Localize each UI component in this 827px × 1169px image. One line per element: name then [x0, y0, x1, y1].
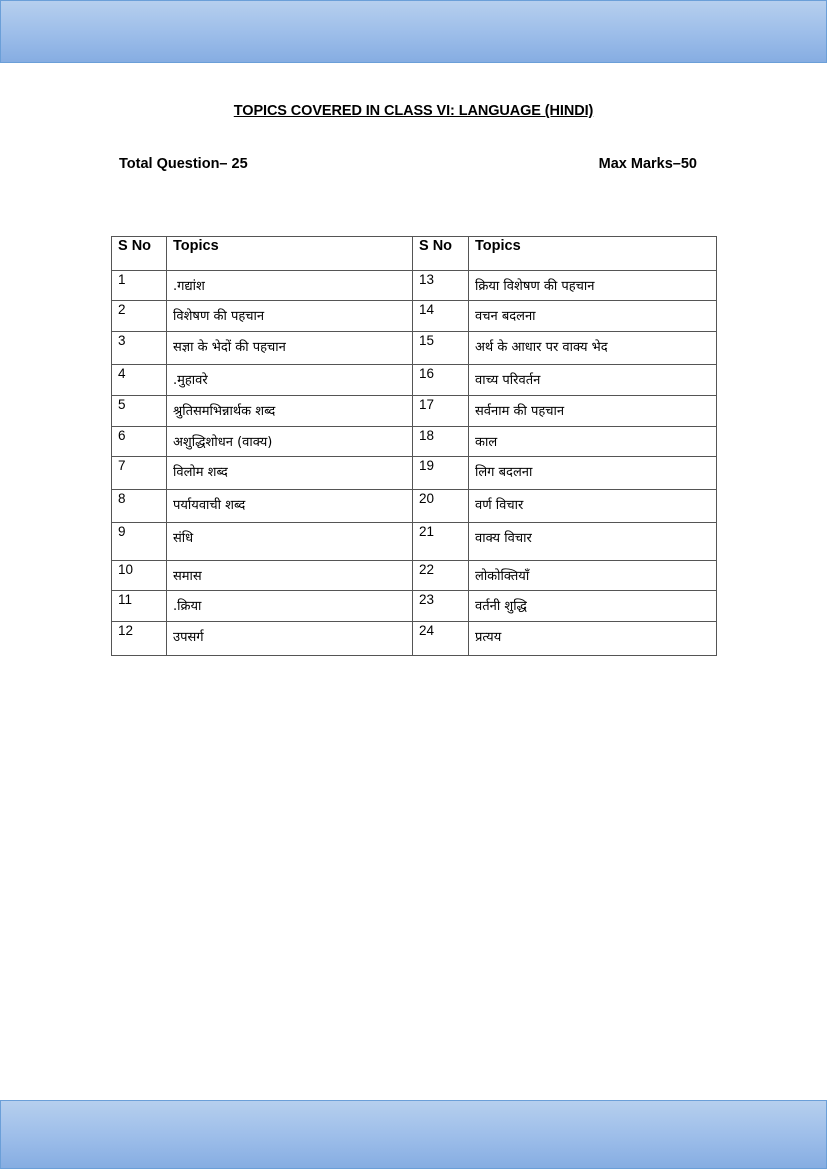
- table-row: [112, 396, 717, 427]
- header-topics-right: Topics: [469, 237, 717, 271]
- row-number-right: 24: [413, 622, 469, 656]
- table-row: [112, 427, 717, 457]
- row-topic-right: वर्ण विचार: [469, 490, 717, 523]
- row-number-left: 10: [112, 561, 167, 591]
- table-row: [112, 561, 717, 591]
- table-row: [112, 271, 717, 301]
- row-number-right: 17: [413, 396, 469, 427]
- topics-table: [111, 236, 717, 656]
- page-title: TOPICS COVERED IN CLASS VI: LANGUAGE (HINDI): [233, 103, 594, 119]
- row-number-left: 12: [112, 622, 167, 656]
- table-row: [112, 622, 717, 656]
- row-topic-right: लोकोक्तियाँ: [469, 561, 717, 591]
- row-topic-right: प्रत्यय: [469, 622, 717, 656]
- table-header-row: [112, 237, 717, 271]
- row-topic-left: समास: [167, 561, 413, 591]
- row-number-right: 23: [413, 591, 469, 622]
- top-decorative-band: [0, 0, 827, 63]
- row-number-right: 20: [413, 490, 469, 523]
- row-topic-left: अशुद्धिशोधन (वाक्य): [167, 427, 413, 457]
- row-number-left: 1: [112, 271, 167, 301]
- row-number-left: 2: [112, 301, 167, 332]
- row-topic-right: लिग बदलना: [469, 457, 717, 490]
- row-topic-left: विशेषण की पहचान: [167, 301, 413, 332]
- row-number-left: 6: [112, 427, 167, 457]
- table-row: [112, 490, 717, 523]
- table-row: [112, 332, 717, 365]
- row-number-left: 8: [112, 490, 167, 523]
- row-topic-left: श्रुतिसमभिन्नार्थक शब्द: [167, 396, 413, 427]
- row-topic-right: काल: [469, 427, 717, 457]
- row-topic-left: .क्रिया: [167, 591, 413, 622]
- table-row: [112, 457, 717, 490]
- row-topic-left: .मुहावरे: [167, 365, 413, 396]
- row-topic-left: संधि: [167, 523, 413, 561]
- row-topic-right: वर्तनी शुद्धि: [469, 591, 717, 622]
- row-topic-right: क्रिया विशेषण की पहचान: [469, 271, 717, 301]
- header-topics-left: Topics: [167, 237, 413, 271]
- row-number-left: 9: [112, 523, 167, 561]
- row-topic-right: सर्वनाम की पहचान: [469, 396, 717, 427]
- row-topic-left: सज्ञा के भेदों की पहचान: [167, 332, 413, 365]
- max-marks: Max Marks–50: [598, 156, 697, 172]
- row-topic-left: उपसर्ग: [167, 622, 413, 656]
- row-number-left: 3: [112, 332, 167, 365]
- row-number-right: 14: [413, 301, 469, 332]
- row-number-right: 18: [413, 427, 469, 457]
- row-topic-left: पर्यायवाची शब्द: [167, 490, 413, 523]
- row-topic-right: अर्थ के आधार पर वाक्य भेद: [469, 332, 717, 365]
- header-sno-left: S No: [112, 237, 167, 271]
- row-topic-right: वाच्य परिवर्तन: [469, 365, 717, 396]
- row-number-left: 7: [112, 457, 167, 490]
- row-number-left: 5: [112, 396, 167, 427]
- row-number-right: 21: [413, 523, 469, 561]
- row-topic-right: वाक्य विचार: [469, 523, 717, 561]
- row-number-right: 13: [413, 271, 469, 301]
- row-number-left: 11: [112, 591, 167, 622]
- table-row: [112, 523, 717, 561]
- total-questions: Total Question– 25: [119, 156, 248, 172]
- row-number-right: 15: [413, 332, 469, 365]
- row-number-right: 19: [413, 457, 469, 490]
- row-topic-right: वचन बदलना: [469, 301, 717, 332]
- table-row: [112, 301, 717, 332]
- row-topic-left: विलोम शब्द: [167, 457, 413, 490]
- header-sno-right: S No: [413, 237, 469, 271]
- table-row: [112, 365, 717, 396]
- table-row: [112, 591, 717, 622]
- row-topic-left: .गद्यांश: [167, 271, 413, 301]
- row-number-right: 16: [413, 365, 469, 396]
- bottom-decorative-band: [0, 1100, 827, 1169]
- row-number-right: 22: [413, 561, 469, 591]
- row-number-left: 4: [112, 365, 167, 396]
